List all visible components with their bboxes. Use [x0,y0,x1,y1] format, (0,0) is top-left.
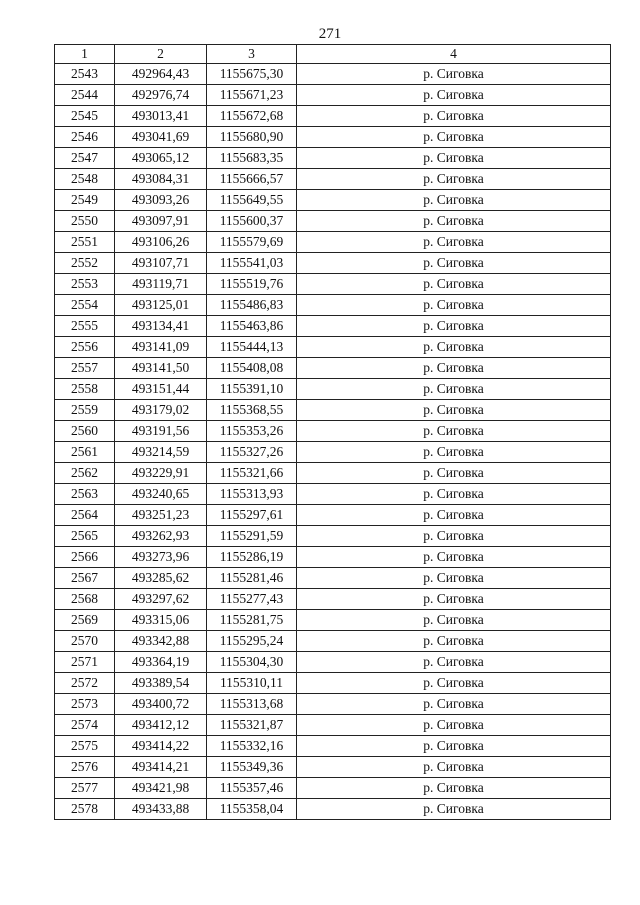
table-row [55,652,611,673]
table-row [55,211,611,232]
point-number-cell: 2572 [55,673,115,694]
point-number-cell: 2555 [55,316,115,337]
x-coordinate-cell: 493400,72 [115,694,207,715]
table-row [55,778,611,799]
x-coordinate-cell: 493433,88 [115,799,207,820]
point-number-cell: 2553 [55,274,115,295]
y-coordinate-cell: 1155313,93 [207,484,297,505]
table-row [55,316,611,337]
y-coordinate-cell: 1155579,69 [207,232,297,253]
description-cell: р. Сиговка [297,106,611,127]
y-coordinate-cell: 1155304,30 [207,652,297,673]
table-body [55,64,611,820]
y-coordinate-cell: 1155463,86 [207,316,297,337]
table-row [55,169,611,190]
description-cell: р. Сиговка [297,358,611,379]
y-coordinate-cell: 1155281,46 [207,568,297,589]
point-number-cell: 2568 [55,589,115,610]
x-coordinate-cell: 493412,12 [115,715,207,736]
x-coordinate-cell: 493097,91 [115,211,207,232]
table-row [55,106,611,127]
x-coordinate-cell: 493106,26 [115,232,207,253]
y-coordinate-cell: 1155486,83 [207,295,297,316]
table-row [55,589,611,610]
table-row [55,442,611,463]
table-row [55,400,611,421]
table-row [55,673,611,694]
column-header-4: 4 [297,45,611,64]
table-row [55,148,611,169]
x-coordinate-cell: 493229,91 [115,463,207,484]
y-coordinate-cell: 1155444,13 [207,337,297,358]
y-coordinate-cell: 1155291,59 [207,526,297,547]
point-number-cell: 2552 [55,253,115,274]
point-number-cell: 2551 [55,232,115,253]
table-row [55,631,611,652]
point-number-cell: 2547 [55,148,115,169]
point-number-cell: 2556 [55,337,115,358]
y-coordinate-cell: 1155321,66 [207,463,297,484]
table-row [55,232,611,253]
table-row [55,190,611,211]
description-cell: р. Сиговка [297,85,611,106]
x-coordinate-cell: 493364,19 [115,652,207,673]
point-number-cell: 2564 [55,505,115,526]
y-coordinate-cell: 1155600,37 [207,211,297,232]
point-number-cell: 2548 [55,169,115,190]
x-coordinate-cell: 492964,43 [115,64,207,85]
x-coordinate-cell: 493240,65 [115,484,207,505]
x-coordinate-cell: 493141,50 [115,358,207,379]
y-coordinate-cell: 1155649,55 [207,190,297,211]
point-number-cell: 2574 [55,715,115,736]
description-cell: р. Сиговка [297,505,611,526]
x-coordinate-cell: 493151,44 [115,379,207,400]
description-cell: р. Сиговка [297,190,611,211]
y-coordinate-cell: 1155321,87 [207,715,297,736]
point-number-cell: 2576 [55,757,115,778]
y-coordinate-cell: 1155281,75 [207,610,297,631]
table-row [55,799,611,820]
x-coordinate-cell: 493273,96 [115,547,207,568]
table-row [55,568,611,589]
point-number-cell: 2566 [55,547,115,568]
description-cell: р. Сиговка [297,547,611,568]
description-cell: р. Сиговка [297,736,611,757]
point-number-cell: 2571 [55,652,115,673]
description-cell: р. Сиговка [297,799,611,820]
y-coordinate-cell: 1155310,11 [207,673,297,694]
y-coordinate-cell: 1155391,10 [207,379,297,400]
page-number: 271 [318,26,342,42]
description-cell: р. Сиговка [297,463,611,484]
y-coordinate-cell: 1155286,19 [207,547,297,568]
y-coordinate-cell: 1155327,26 [207,442,297,463]
x-coordinate-cell: 493107,71 [115,253,207,274]
x-coordinate-cell: 493342,88 [115,631,207,652]
description-cell: р. Сиговка [297,610,611,631]
point-number-cell: 2575 [55,736,115,757]
table-row [55,736,611,757]
x-coordinate-cell: 493084,31 [115,169,207,190]
table-row [55,484,611,505]
description-cell: р. Сиговка [297,232,611,253]
table-row [55,715,611,736]
point-number-cell: 2565 [55,526,115,547]
point-number-cell: 2557 [55,358,115,379]
x-coordinate-cell: 493285,62 [115,568,207,589]
table-row [55,295,611,316]
y-coordinate-cell: 1155349,36 [207,757,297,778]
x-coordinate-cell: 493191,56 [115,421,207,442]
point-number-cell: 2545 [55,106,115,127]
table-row [55,64,611,85]
y-coordinate-cell: 1155519,76 [207,274,297,295]
x-coordinate-cell: 493414,22 [115,736,207,757]
table-header-row [55,45,611,64]
column-header-3: 3 [207,45,297,64]
point-number-cell: 2543 [55,64,115,85]
description-cell: р. Сиговка [297,169,611,190]
description-cell: р. Сиговка [297,127,611,148]
y-coordinate-cell: 1155295,24 [207,631,297,652]
description-cell: р. Сиговка [297,379,611,400]
table-row [55,757,611,778]
x-coordinate-cell: 493065,12 [115,148,207,169]
table-row [55,610,611,631]
x-coordinate-cell: 493262,93 [115,526,207,547]
y-coordinate-cell: 1155680,90 [207,127,297,148]
point-number-cell: 2560 [55,421,115,442]
table-row [55,337,611,358]
x-coordinate-cell: 493119,71 [115,274,207,295]
table-row [55,127,611,148]
y-coordinate-cell: 1155672,68 [207,106,297,127]
description-cell: р. Сиговка [297,295,611,316]
y-coordinate-cell: 1155357,46 [207,778,297,799]
point-number-cell: 2563 [55,484,115,505]
x-coordinate-cell: 493093,26 [115,190,207,211]
description-cell: р. Сиговка [297,631,611,652]
table-row [55,253,611,274]
y-coordinate-cell: 1155277,43 [207,589,297,610]
point-number-cell: 2546 [55,127,115,148]
point-number-cell: 2561 [55,442,115,463]
description-cell: р. Сиговка [297,274,611,295]
description-cell: р. Сиговка [297,400,611,421]
point-number-cell: 2569 [55,610,115,631]
point-number-cell: 2554 [55,295,115,316]
point-number-cell: 2562 [55,463,115,484]
table-row [55,379,611,400]
x-coordinate-cell: 493141,09 [115,337,207,358]
table-row [55,85,611,106]
y-coordinate-cell: 1155671,23 [207,85,297,106]
y-coordinate-cell: 1155666,57 [207,169,297,190]
description-cell: р. Сиговка [297,652,611,673]
y-coordinate-cell: 1155332,16 [207,736,297,757]
y-coordinate-cell: 1155358,04 [207,799,297,820]
description-cell: р. Сиговка [297,148,611,169]
x-coordinate-cell: 493251,23 [115,505,207,526]
table-row [55,547,611,568]
x-coordinate-cell: 493013,41 [115,106,207,127]
x-coordinate-cell: 493125,01 [115,295,207,316]
point-number-cell: 2577 [55,778,115,799]
description-cell: р. Сиговка [297,316,611,337]
description-cell: р. Сиговка [297,673,611,694]
x-coordinate-cell: 493297,62 [115,589,207,610]
table-row [55,421,611,442]
x-coordinate-cell: 493414,21 [115,757,207,778]
point-number-cell: 2549 [55,190,115,211]
point-number-cell: 2558 [55,379,115,400]
description-cell: р. Сиговка [297,442,611,463]
coordinates-table [54,44,611,820]
table-row [55,505,611,526]
description-cell: р. Сиговка [297,589,611,610]
x-coordinate-cell: 493389,54 [115,673,207,694]
description-cell: р. Сиговка [297,568,611,589]
point-number-cell: 2578 [55,799,115,820]
x-coordinate-cell: 493315,06 [115,610,207,631]
description-cell: р. Сиговка [297,757,611,778]
description-cell: р. Сиговка [297,526,611,547]
description-cell: р. Сиговка [297,64,611,85]
y-coordinate-cell: 1155368,55 [207,400,297,421]
y-coordinate-cell: 1155675,30 [207,64,297,85]
y-coordinate-cell: 1155313,68 [207,694,297,715]
column-header-2: 2 [115,45,207,64]
y-coordinate-cell: 1155408,08 [207,358,297,379]
y-coordinate-cell: 1155297,61 [207,505,297,526]
x-coordinate-cell: 493214,59 [115,442,207,463]
description-cell: р. Сиговка [297,337,611,358]
column-header-1: 1 [55,45,115,64]
point-number-cell: 2573 [55,694,115,715]
description-cell: р. Сиговка [297,778,611,799]
y-coordinate-cell: 1155683,35 [207,148,297,169]
table-row [55,463,611,484]
description-cell: р. Сиговка [297,253,611,274]
table-row [55,526,611,547]
point-number-cell: 2544 [55,85,115,106]
description-cell: р. Сиговка [297,715,611,736]
point-number-cell: 2567 [55,568,115,589]
point-number-cell: 2550 [55,211,115,232]
y-coordinate-cell: 1155353,26 [207,421,297,442]
table-row [55,694,611,715]
description-cell: р. Сиговка [297,484,611,505]
x-coordinate-cell: 493134,41 [115,316,207,337]
point-number-cell: 2570 [55,631,115,652]
point-number-cell: 2559 [55,400,115,421]
description-cell: р. Сиговка [297,694,611,715]
y-coordinate-cell: 1155541,03 [207,253,297,274]
description-cell: р. Сиговка [297,211,611,232]
x-coordinate-cell: 493421,98 [115,778,207,799]
table-row [55,274,611,295]
x-coordinate-cell: 492976,74 [115,85,207,106]
x-coordinate-cell: 493041,69 [115,127,207,148]
x-coordinate-cell: 493179,02 [115,400,207,421]
description-cell: р. Сиговка [297,421,611,442]
table-row [55,358,611,379]
